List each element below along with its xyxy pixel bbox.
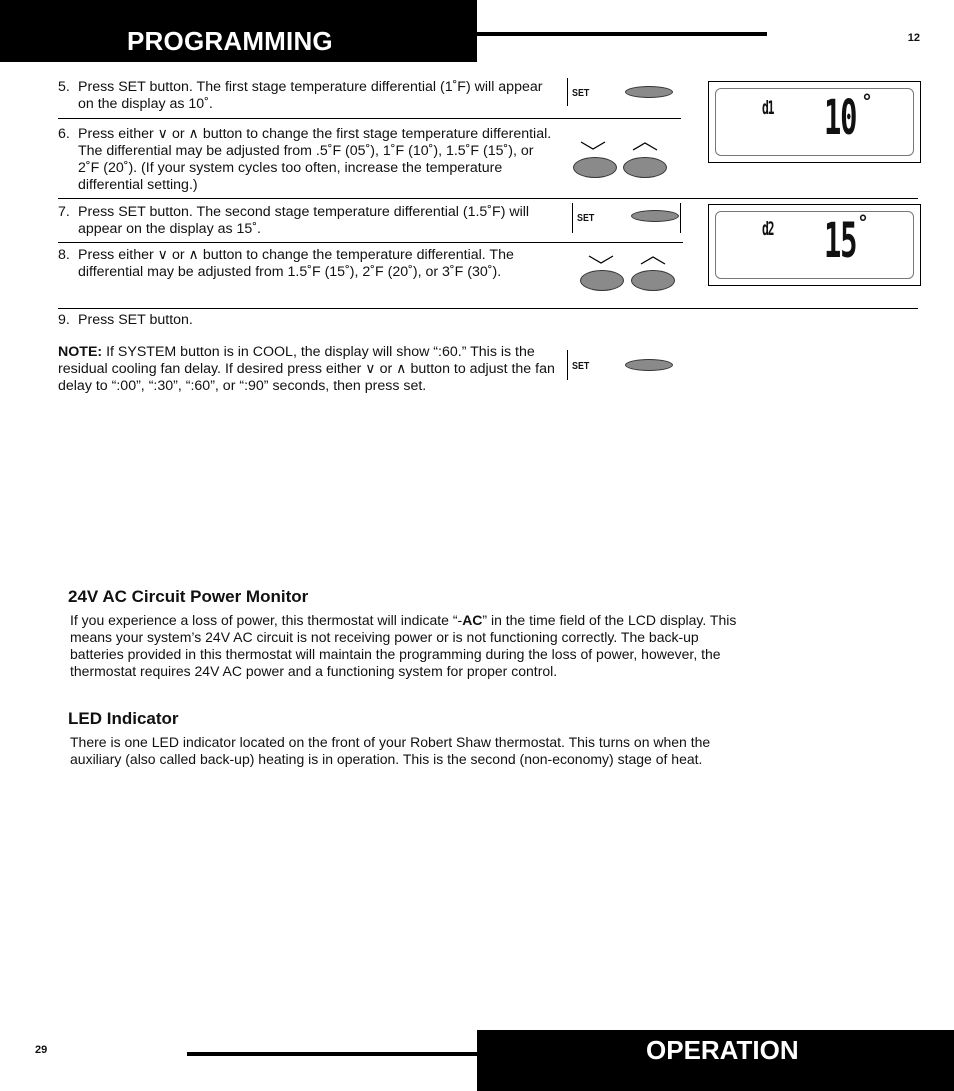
step-divider [58, 118, 681, 119]
section-heading-power-monitor: 24V AC Circuit Power Monitor [68, 587, 309, 606]
lcd-mode: d1 [762, 97, 774, 119]
note-label: NOTE: [58, 344, 103, 360]
step-number: 5. [58, 79, 70, 95]
page-number-top: 12 [907, 32, 920, 44]
lcd-value: 15 [824, 213, 857, 269]
step-text: Press either ∨ or ∧ button to change the temperature differential. The differential may be adjusted from 1.5˚F (15˚), 2˚F (20˚), or 3˚F (30˚). [78, 247, 514, 280]
step-number: 8. [58, 247, 70, 263]
step-number: 7. [58, 204, 70, 220]
header-rule [477, 32, 767, 36]
down-chevron-icon [588, 252, 614, 270]
power-monitor-text [70, 612, 750, 680]
step-9 [58, 312, 558, 329]
set-button[interactable] [625, 359, 673, 371]
lcd-display-2 [708, 204, 921, 286]
step-6 [58, 126, 558, 194]
set-label: SET [572, 87, 590, 99]
step-7 [58, 204, 558, 238]
set-label: SET [572, 360, 590, 372]
lcd-screen [715, 211, 914, 279]
led-text: There is one LED indicator located on the front of your Robert Shaw thermostat. This turns on when the auxiliary (also called back-up) heating is in operation. This is the second (non-economy) stage of heat. [70, 734, 711, 767]
up-chevron-icon [640, 252, 666, 270]
step-text: Press SET button. The second stage temperature differential (1.5˚F) will appear on the display as 15˚. [78, 204, 530, 237]
down-button[interactable] [573, 157, 617, 178]
set-button[interactable] [631, 210, 679, 222]
step-text: Press either ∨ or ∧ button to change the first stage temperature differential. The differential may be adjusted from .5˚F (05˚), 1˚F (10˚), 1.5˚F (15˚), or 2˚F (20˚). (If your system cycles too often, increase the temperature differential setting.) [78, 126, 552, 193]
footer-rule [187, 1052, 477, 1056]
divider [572, 203, 573, 233]
lcd-screen [715, 88, 914, 156]
footer-title: OPERATION [646, 1035, 799, 1065]
lcd-value: 10 [824, 90, 857, 146]
set-button[interactable] [625, 86, 673, 98]
divider [567, 78, 568, 106]
section-divider [58, 198, 918, 199]
ac-code: AC [462, 612, 483, 628]
lcd-degree: ° [863, 91, 871, 113]
page-title: PROGRAMMING [127, 26, 333, 56]
step-text: Press SET button. The first stage temperature differential (1˚F) will appear on the display as 10˚. [78, 79, 543, 112]
up-button[interactable] [631, 270, 675, 291]
step-8 [58, 247, 558, 281]
power-monitor-text-1: If you experience a loss of power, this thermostat will indicate “- [70, 612, 463, 628]
step-divider [58, 242, 683, 243]
section-heading-led: LED Indicator [68, 709, 179, 728]
divider [567, 350, 568, 380]
down-button[interactable] [580, 270, 624, 291]
note-text: If SYSTEM button is in COOL, the display will show “:60.” This is the residual cooling fan delay. If desired press either ∨ or ∧ button to adjust the fan delay to “:00”, “:30”, “:60”, or “:90” seconds, then press set. [58, 344, 555, 394]
step-5 [58, 79, 558, 113]
power-monitor-text-2: ” in the time field of the LCD display. This means your system’s 24V AC circuit is not receiving power or is not functioning correctly. The back-up batteries provided in this thermostat will maintain the programming during the loss of power, however, the thermostat requires 24V AC power and a functioning system for proper control. [70, 612, 737, 679]
divider [680, 203, 681, 233]
section-divider [58, 308, 918, 309]
lcd-mode: d2 [762, 218, 774, 240]
note [58, 344, 558, 395]
step-number: 6. [58, 126, 70, 142]
down-chevron-icon [580, 138, 606, 156]
lcd-degree: ° [859, 212, 867, 234]
lcd-display-1 [708, 81, 921, 163]
up-button[interactable] [623, 157, 667, 178]
up-chevron-icon [632, 138, 658, 156]
step-number: 9. [58, 312, 70, 328]
step-text: Press SET button. [78, 312, 193, 328]
set-label: SET [577, 212, 595, 224]
page-number-bottom: 29 [35, 1044, 48, 1056]
